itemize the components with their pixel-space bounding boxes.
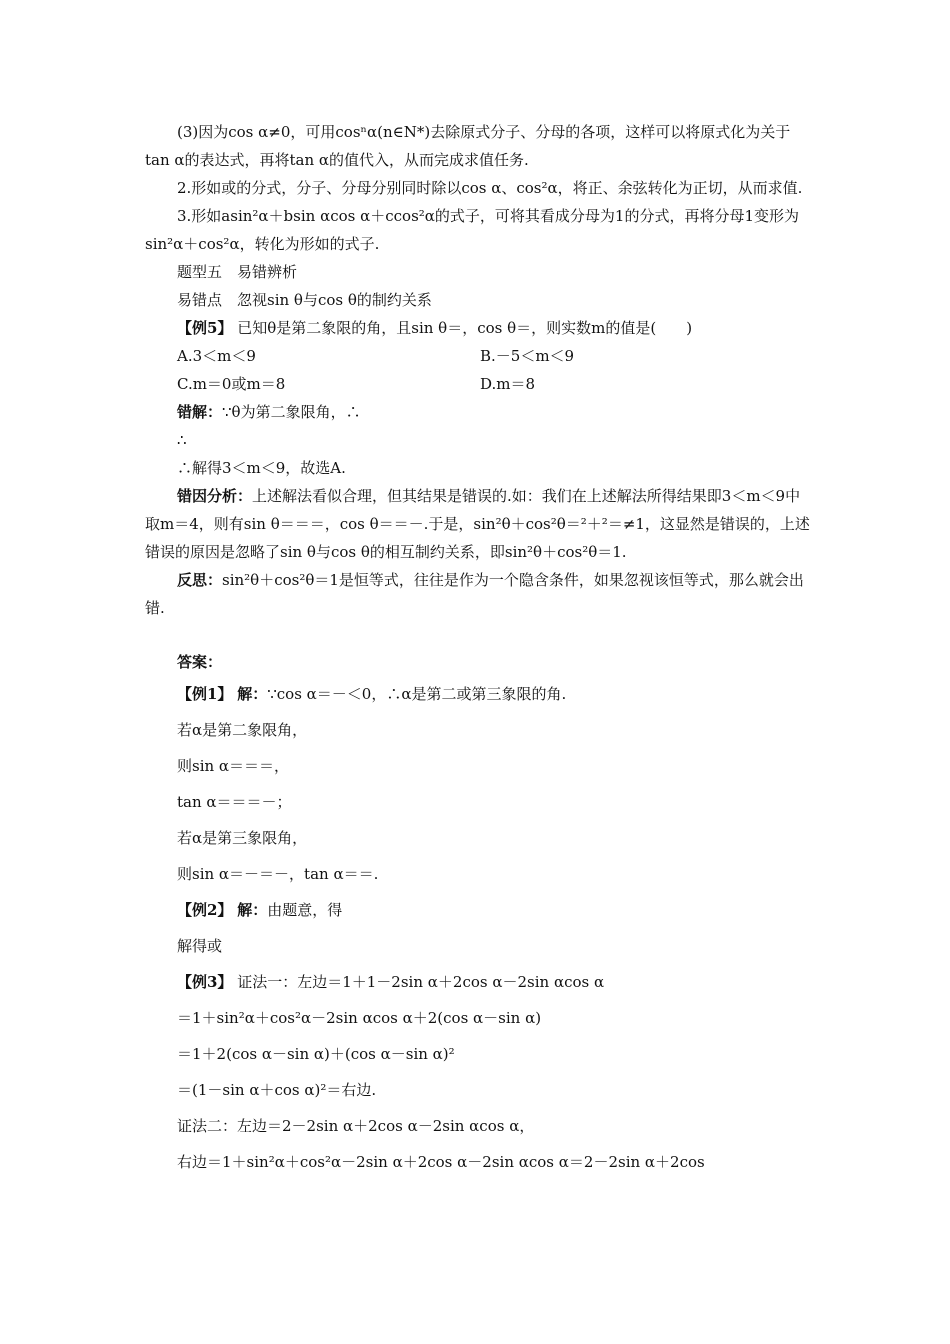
example-5-tag: 【例5】 — [177, 319, 233, 337]
answer-1 — [145, 676, 810, 712]
answer-1-tag: 【例1】 — [177, 685, 233, 703]
wrong-solution-line2: ∴ — [177, 431, 187, 449]
answer-3-line2: ＝1＋sin²α＋cos²α－2sin αcos α＋2(cos α－sin α) — [177, 1009, 542, 1027]
answer-title — [145, 648, 810, 676]
option-d: D.m＝8 — [480, 375, 536, 393]
reflection-tag: 反思： — [177, 571, 223, 589]
reflection — [145, 566, 810, 622]
error-cause-tag: 错因分析： — [177, 487, 253, 505]
wrong-solution-line3: ∴解得3＜m＜9，故选A. — [177, 459, 346, 477]
answer-1-line6: 则sin α＝－＝－，tan α＝＝. — [177, 865, 379, 883]
error-cause — [145, 482, 810, 566]
answer-2-text: 由题意，得 — [267, 901, 343, 919]
options-row-1 — [145, 342, 810, 370]
paragraph-method-2: 2.形如或的分式，分子、分母分别同时除以cos α、cos²α，将正、余弦转化为正切，从而求值. — [177, 179, 803, 197]
answer-2-tag: 【例2】 — [177, 901, 233, 919]
example-5 — [145, 314, 810, 342]
error-point-heading: 易错点 忽视sin θ与cos θ的制约关系 — [177, 291, 432, 309]
answer-1-line5: 若α是第三象限角， — [177, 829, 308, 847]
answer-title-text: 答案： — [177, 653, 223, 671]
wrong-solution — [145, 398, 810, 426]
answer-2-sol: 解： — [237, 901, 268, 919]
answer-3-line3: ＝1＋2(cos α－sin α)＋(cos α－sin α)² — [177, 1045, 455, 1063]
wrong-solution-text: ∵θ为第二象限角，∴ — [222, 403, 361, 421]
answer-1-line4: tan α＝＝＝－； — [177, 793, 292, 811]
paragraph-method-3b: 3.形如asin²α＋bsin αcos α＋ccos²α的式子，可将其看成分母为1的分式，再将分母1变形为sin²α＋cos²α，转化为形如的式子. — [145, 207, 799, 253]
error-cause-text: 上述解法看似合理，但其结果是错误的.如：我们在上述解法所得结果即3＜m＜9中取m＝4，则有sin θ＝＝＝，cos θ＝＝－.于是，sin²θ＋cos²θ＝²＋²＝≠1，这显然是错误的，上述错误的原因是忽略了sin θ与cos θ的相互制约关系，即sin²θ＋cos²θ＝1. — [145, 487, 810, 561]
answer-3-line6: 右边＝1＋sin²α＋cos²α－2sin α＋2cos α－2sin αcos α＝2－2sin α＋2cos — [177, 1153, 705, 1171]
answer-1-line3: 则sin α＝＝＝， — [177, 757, 290, 775]
answer-2 — [145, 892, 810, 928]
document-page — [145, 118, 810, 1180]
reflection-text: sin²θ＋cos²θ＝1是恒等式，往往是作为一个隐含条件，如果忽视该恒等式，那么就会出错. — [145, 571, 804, 617]
answer-1-sol: 解： — [237, 685, 268, 703]
spacer — [145, 622, 810, 648]
section-heading-type5: 题型五 易错辨析 — [177, 263, 298, 281]
paragraph-method-3: (3)因为cos α≠0，可用cosⁿα(n∈N*)去除原式分子、分母的各项，这样可以将原式化为关于tan α的表达式，再将tan α的值代入，从而完成求值任务. — [145, 123, 791, 169]
answer-3-text: 证法一：左边＝1＋1－2sin α＋2cos α－2sin αcos α — [237, 973, 605, 991]
option-c: C.m＝0或m＝8 — [177, 375, 286, 393]
answer-1-line2: 若α是第二象限角， — [177, 721, 308, 739]
answer-3 — [145, 964, 810, 1000]
answer-2-line2: 解得或 — [177, 937, 223, 955]
options-row-2 — [145, 370, 810, 398]
answer-3-line5: 证法二：左边＝2－2sin α＋2cos α－2sin αcos α， — [177, 1117, 535, 1135]
option-b: B.－5＜m＜9 — [480, 347, 575, 365]
example-5-text: 已知θ是第二象限的角，且sin θ＝，cos θ＝，则实数m的值是( ) — [237, 319, 693, 337]
wrong-solution-tag: 错解： — [177, 403, 223, 421]
answer-3-line4: ＝(1－sin α＋cos α)²＝右边. — [177, 1081, 377, 1099]
answer-1-text: ∵cos α＝－＜0，∴α是第二或第三象限的角. — [267, 685, 567, 703]
option-a: A.3＜m＜9 — [177, 347, 256, 365]
answer-3-tag: 【例3】 — [177, 973, 233, 991]
